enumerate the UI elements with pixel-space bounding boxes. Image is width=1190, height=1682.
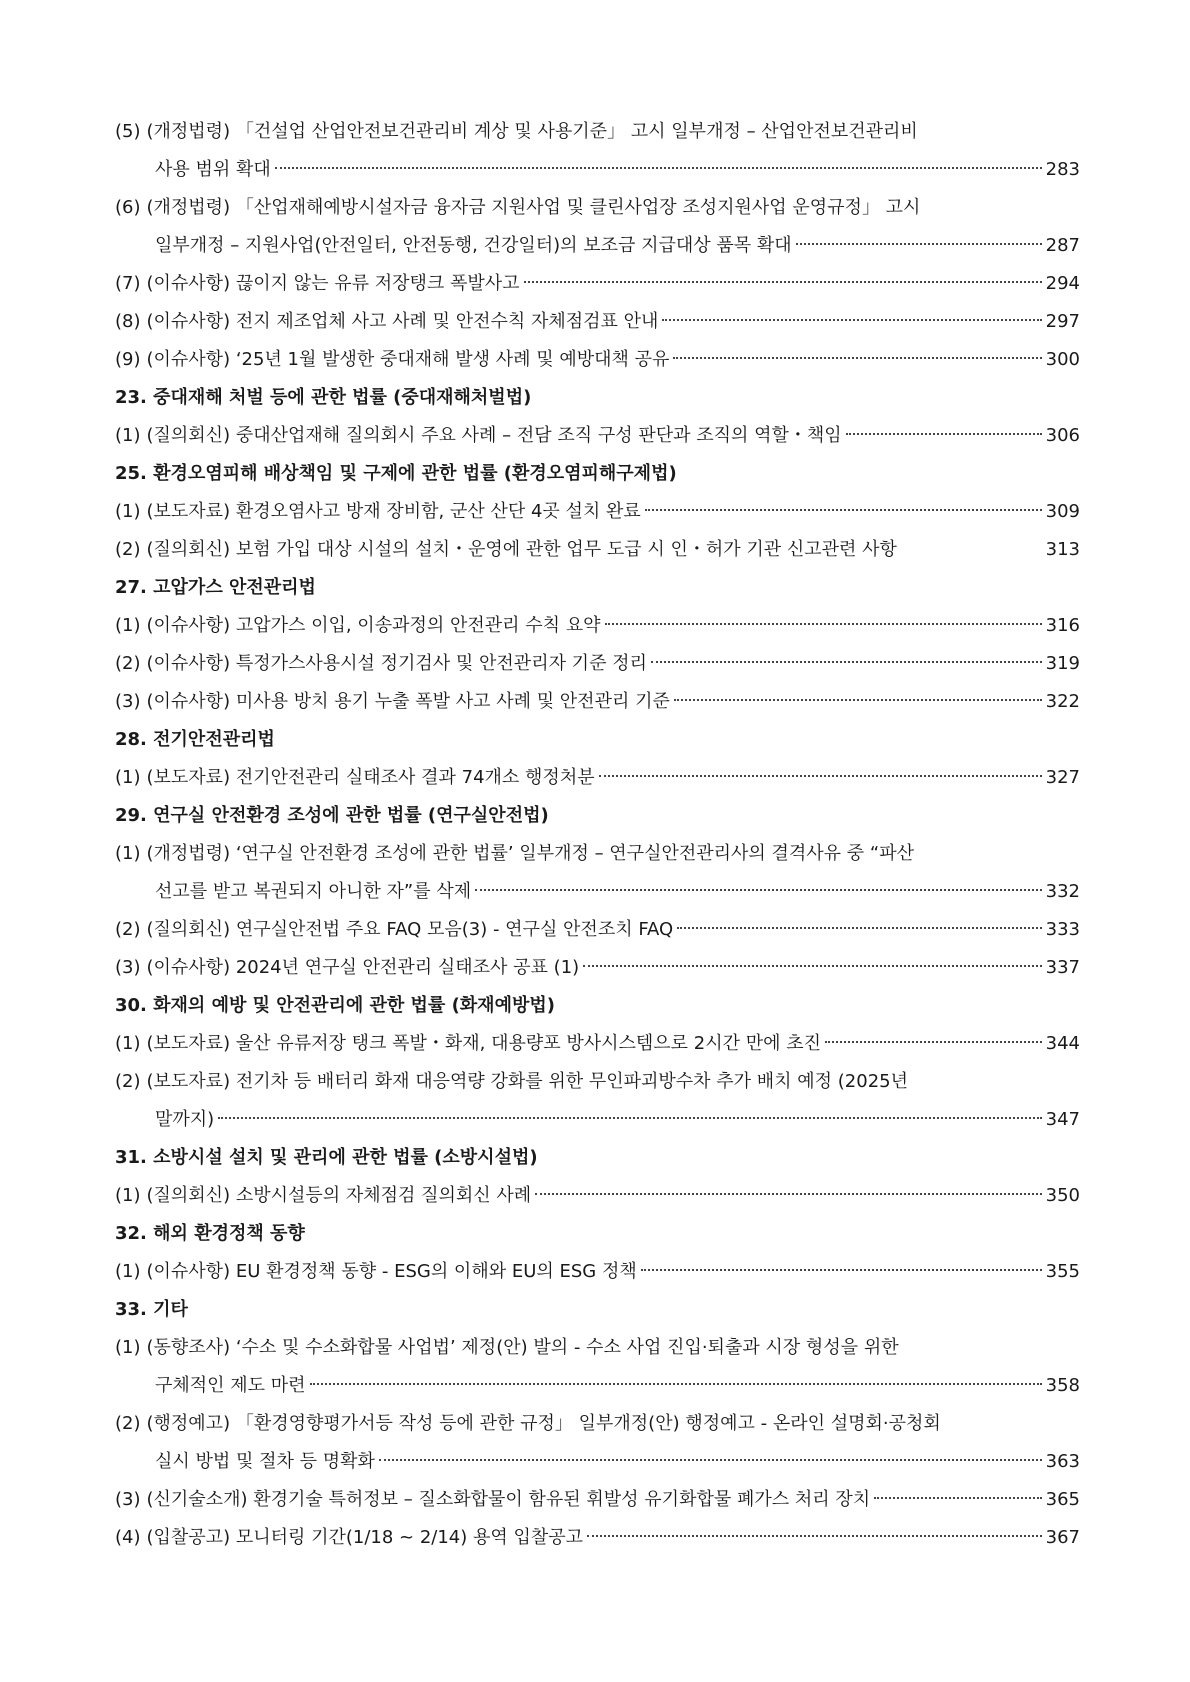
- entry-number: (1): [115, 1033, 141, 1054]
- entry-number: (3): [115, 957, 141, 978]
- toc-entry[interactable]: [115, 531, 1080, 569]
- toc-entry[interactable]: [115, 1519, 1080, 1557]
- entry-title: (질의회신) 연구실안전법 주요 FAQ 모음(3) - 연구실 안전조치 FAQ: [146, 919, 674, 940]
- dot-leader: [475, 889, 1042, 891]
- toc-entry[interactable]: [115, 303, 1080, 341]
- dot-leader: [524, 281, 1042, 283]
- section-heading: 31. 소방시설 설치 및 관리에 관한 법률 (소방시설법): [115, 1147, 538, 1168]
- toc-entry-continuation[interactable]: [115, 873, 1080, 911]
- toc-entry[interactable]: [115, 645, 1080, 683]
- entry-title: (이슈사항) 2024년 연구실 안전관리 실태조사 공표 (1): [146, 957, 580, 978]
- entry-number: (7): [115, 273, 141, 294]
- page-number: 332: [1045, 881, 1080, 902]
- page-number: 333: [1045, 919, 1080, 940]
- entry-number: (1): [115, 1337, 141, 1358]
- entry-title-continuation: 구체적인 제도 마련: [155, 1375, 306, 1396]
- dot-leader: [275, 167, 1042, 169]
- entry-title: (보도자료) 전기차 등 배터리 화재 대응역량 강화를 위한 무인파괴방수차 추가 배치 예정 (2025년: [146, 1071, 909, 1092]
- entry-title: (행정예고) 「환경영향평가서등 작성 등에 관한 규정」 일부개정(안) 행정예고 - 온라인 설명회·공청회: [146, 1413, 941, 1434]
- entry-title: (이슈사항) ‘25년 1월 발생한 중대재해 발생 사례 및 예방대책 공유: [146, 349, 670, 370]
- dot-leader: [379, 1459, 1042, 1461]
- entry-title: (이슈사항) EU 환경정책 동향 - ESG의 이해와 EU의 ESG 정책: [146, 1261, 637, 1282]
- section-heading: 23. 중대재해 처벌 등에 관한 법률 (중대재해처벌법): [115, 387, 532, 408]
- entry-title: (개정법령) 「산업재해예방시설자금 융자금 지원사업 및 클린사업장 조성지원사업 운영규정」 고시: [146, 197, 921, 218]
- page-number: 365: [1045, 1489, 1080, 1510]
- dot-leader: [587, 1535, 1042, 1537]
- toc-entry-continuation[interactable]: [115, 151, 1080, 189]
- page-number: 358: [1045, 1375, 1080, 1396]
- toc-entry[interactable]: [115, 1329, 1080, 1367]
- page-number: 327: [1045, 767, 1080, 788]
- entry-title: (동향조사) ‘수소 및 수소화합물 사업법’ 제정(안) 발의 - 수소 사업 진입·퇴출과 시장 형성을 위한: [146, 1337, 899, 1358]
- page-number: 347: [1045, 1109, 1080, 1130]
- section-heading: 27. 고압가스 안전관리법: [115, 577, 316, 598]
- toc-entry[interactable]: [115, 1253, 1080, 1291]
- page-number: 294: [1045, 273, 1080, 294]
- dot-leader: [825, 1041, 1042, 1043]
- dot-leader: [645, 509, 1042, 511]
- toc-entry[interactable]: [115, 493, 1080, 531]
- dot-leader: [674, 699, 1042, 701]
- entry-number: (3): [115, 1489, 141, 1510]
- toc-entry[interactable]: [115, 683, 1080, 721]
- toc-entry[interactable]: [115, 1405, 1080, 1443]
- page-number: 300: [1045, 349, 1080, 370]
- entry-number: (1): [115, 1261, 141, 1282]
- dot-leader: [310, 1383, 1042, 1385]
- dot-leader: [874, 1497, 1042, 1499]
- toc-entry[interactable]: [115, 1063, 1080, 1101]
- page-number: 306: [1045, 425, 1080, 446]
- entry-number: (1): [115, 843, 141, 864]
- entry-title: (개정법령) 「건설업 산업안전보건관리비 계상 및 사용기준」 고시 일부개정 – 산업안전보건관리비: [146, 121, 918, 142]
- entry-title: (입찰공고) 모니터링 기간(1/18 ~ 2/14) 용역 입찰공고: [146, 1527, 584, 1548]
- entry-title: (신기술소개) 환경기술 특허정보 – 질소화합물이 함유된 휘발성 유기화합물 폐가스 처리 장치: [146, 1489, 871, 1510]
- entry-number: (1): [115, 767, 141, 788]
- dot-leader: [583, 965, 1041, 967]
- dot-leader: [605, 623, 1042, 625]
- page-number: 297: [1045, 311, 1080, 332]
- toc-entry[interactable]: [115, 911, 1080, 949]
- entry-title-continuation: 실시 방법 및 절차 등 명확화: [155, 1451, 375, 1472]
- entry-number: (5): [115, 121, 141, 142]
- toc-entry[interactable]: [115, 949, 1080, 987]
- section-heading: 25. 환경오염피해 배상책임 및 구제에 관한 법률 (환경오염피해구제법): [115, 463, 677, 484]
- page-number: 322: [1045, 691, 1080, 712]
- dot-leader: [673, 357, 1041, 359]
- page-number: 283: [1045, 159, 1080, 180]
- entry-title: (이슈사항) 고압가스 이입, 이송과정의 안전관리 수칙 요약: [146, 615, 601, 636]
- toc-entry[interactable]: [115, 1481, 1080, 1519]
- section-heading: 33. 기타: [115, 1299, 188, 1320]
- entry-title-continuation: 일부개정 – 지원사업(안전일터, 안전동행, 건강일터)의 보조금 지급대상 품목 확대: [155, 235, 792, 256]
- page-number: 313: [1045, 539, 1080, 560]
- entry-number: (2): [115, 1071, 141, 1092]
- entry-title: (보도자료) 전기안전관리 실태조사 결과 74개소 행정처분: [146, 767, 595, 788]
- page-number: 355: [1045, 1261, 1080, 1282]
- entry-number: (4): [115, 1527, 141, 1548]
- dot-leader: [846, 433, 1042, 435]
- entry-number: (1): [115, 615, 141, 636]
- toc-entry-continuation[interactable]: [115, 227, 1080, 265]
- section-heading: 28. 전기안전관리법: [115, 729, 275, 750]
- dot-leader: [641, 1269, 1042, 1271]
- dot-leader: [677, 927, 1041, 929]
- table-of-contents: [115, 113, 1080, 1557]
- entry-title: (이슈사항) 전지 제조업체 사고 사례 및 안전수칙 자체점검표 안내: [146, 311, 659, 332]
- toc-entry[interactable]: [115, 1177, 1080, 1215]
- entry-number: (2): [115, 539, 141, 560]
- entry-number: (1): [115, 425, 141, 446]
- entry-title: (질의회신) 보험 가입 대상 시설의 설치・운영에 관한 업무 도급 시 인・허가 기관 신고관련 사항: [146, 539, 897, 560]
- entry-number: (2): [115, 653, 141, 674]
- toc-entry-continuation[interactable]: [115, 1443, 1080, 1481]
- page-number: 337: [1045, 957, 1080, 978]
- entry-title-continuation: 말까지): [155, 1109, 215, 1130]
- entry-title: (이슈사항) 끊이지 않는 유류 저장탱크 폭발사고: [146, 273, 520, 294]
- dot-leader: [651, 661, 1042, 663]
- page-number: 350: [1045, 1185, 1080, 1206]
- entry-number: (6): [115, 197, 141, 218]
- page-number: 309: [1045, 501, 1080, 522]
- toc-entry[interactable]: [115, 189, 1080, 227]
- toc-entry[interactable]: [115, 417, 1080, 455]
- entry-title: (개정법령) ‘연구실 안전환경 조성에 관한 법률’ 일부개정 – 연구실안전관리사의 결격사유 중 “파산: [146, 843, 914, 864]
- entry-number: (2): [115, 919, 141, 940]
- entry-title-continuation: 사용 범위 확대: [155, 159, 271, 180]
- dot-leader: [218, 1117, 1041, 1119]
- section-heading: 30. 화재의 예방 및 안전관리에 관한 법률 (화재예방법): [115, 995, 555, 1016]
- entry-title: (이슈사항) 미사용 방치 용기 누출 폭발 사고 사례 및 안전관리 기준: [146, 691, 670, 712]
- entry-number: (1): [115, 501, 141, 522]
- toc-entry[interactable]: [115, 759, 1080, 797]
- entry-title: (보도자료) 울산 유류저장 탱크 폭발・화재, 대용량포 방사시스템으로 2시간 만에 초진: [146, 1033, 822, 1054]
- dot-leader: [662, 319, 1041, 321]
- entry-title-continuation: 선고를 받고 복권되지 아니한 자”를 삭제: [155, 881, 472, 902]
- toc-entry[interactable]: [115, 265, 1080, 303]
- section-heading: 29. 연구실 안전환경 조성에 관한 법률 (연구실안전법): [115, 805, 549, 826]
- page-number: 287: [1045, 235, 1080, 256]
- entry-number: (3): [115, 691, 141, 712]
- dot-leader: [599, 775, 1042, 777]
- page-number: 316: [1045, 615, 1080, 636]
- entry-number: (8): [115, 311, 141, 332]
- toc-entry[interactable]: [115, 113, 1080, 151]
- toc-entry[interactable]: [115, 341, 1080, 379]
- toc-entry-continuation[interactable]: [115, 1101, 1080, 1139]
- toc-entry-continuation[interactable]: [115, 1367, 1080, 1405]
- toc-entry[interactable]: [115, 1025, 1080, 1063]
- entry-title: (질의회신) 중대산업재해 질의회시 주요 사례 – 전담 조직 구성 판단과 조직의 역할・책임: [146, 425, 842, 446]
- dot-leader: [535, 1193, 1041, 1195]
- page-number: 344: [1045, 1033, 1080, 1054]
- entry-number: (9): [115, 349, 141, 370]
- page-number: 367: [1045, 1527, 1080, 1548]
- entry-title: (질의회신) 소방시설등의 자체점검 질의회신 사례: [146, 1185, 532, 1206]
- toc-entry[interactable]: [115, 607, 1080, 645]
- section-heading: 32. 해외 환경정책 동향: [115, 1223, 305, 1244]
- page-number: 363: [1045, 1451, 1080, 1472]
- toc-entry[interactable]: [115, 835, 1080, 873]
- entry-number: (1): [115, 1185, 141, 1206]
- entry-number: (2): [115, 1413, 141, 1434]
- entry-title: (보도자료) 환경오염사고 방재 장비함, 군산 산단 4곳 설치 완료: [146, 501, 641, 522]
- entry-title: (이슈사항) 특정가스사용시설 정기검사 및 안전관리자 기준 정리: [146, 653, 647, 674]
- page-number: 319: [1045, 653, 1080, 674]
- dot-leader: [796, 243, 1042, 245]
